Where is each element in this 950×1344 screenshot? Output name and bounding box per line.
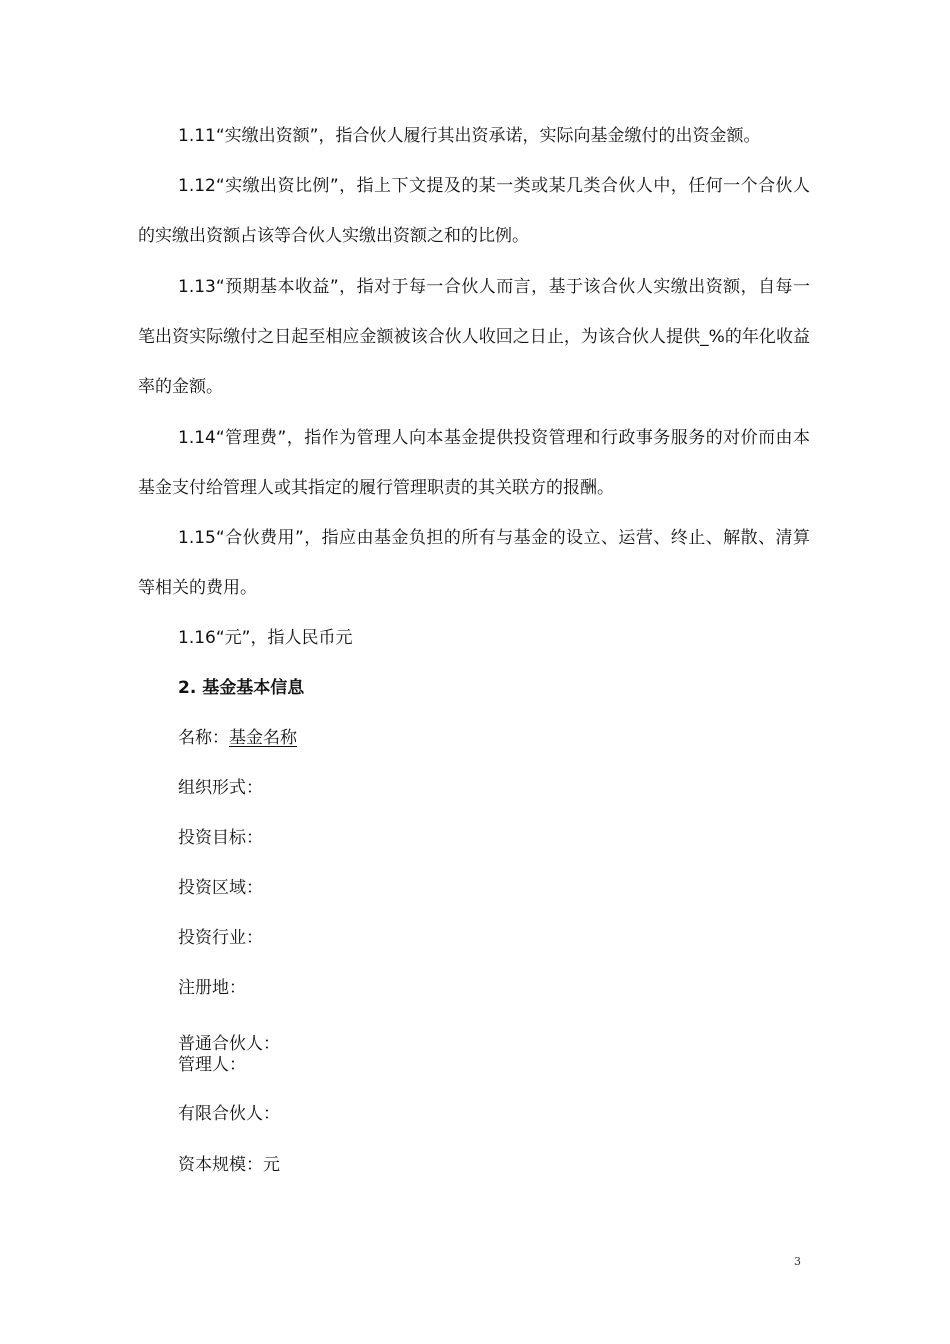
fund-name-value: 基金名称 bbox=[229, 728, 297, 748]
definition-1-11: 1.11“实缴出资额”，指合伙人履行其出资承诺，实际向基金缴付的出资金额。 bbox=[178, 126, 761, 146]
section-heading: 2. 基金基本信息 bbox=[178, 678, 305, 698]
limited-partner-label: 有限合伙人： bbox=[178, 1104, 280, 1124]
definition-1-15: 1.15“合伙费用”，指应由基金负担的所有与基金的设立、运营、终止、解散、清算等相关的费用。 bbox=[138, 528, 810, 598]
invest-region-label: 投资区域： bbox=[178, 878, 263, 898]
general-partner-label: 普通合伙人： bbox=[178, 1034, 280, 1054]
definition-1-13: 1.13“预期基本收益”，指对于每一合伙人而言，基于该合伙人实缴出资额，自每一笔出资实际缴付之日起至相应金额被该合伙人收回之日止，为该合伙人提供_%的年化收益率的金额。 bbox=[138, 277, 810, 397]
definition-1-16: 1.16“元”，指人民币元 bbox=[178, 628, 353, 648]
fund-name-line bbox=[178, 726, 297, 750]
capital-scale-label: 资本规模：元 bbox=[178, 1155, 280, 1175]
registered-place-label: 注册地： bbox=[178, 978, 246, 998]
invest-industry-label: 投资行业： bbox=[178, 928, 263, 948]
definition-1-14: 1.14“管理费”，指作为管理人向本基金提供投资管理和行政事务服务的对价而由本基金支付给管理人或其指定的履行管理职责的其关联方的报酬。 bbox=[138, 428, 810, 498]
org-form-label: 组织形式： bbox=[178, 778, 263, 798]
page-number: 3 bbox=[794, 1255, 801, 1268]
definition-1-12: 1.12“实缴出资比例”，指上下文提及的某一类或某几类合伙人中，任何一个合伙人的实缴出资额占该等合伙人实缴出资额之和的比例。 bbox=[138, 176, 810, 246]
invest-target-label: 投资目标： bbox=[178, 828, 263, 848]
manager-label: 管理人： bbox=[178, 1055, 246, 1075]
fund-name-label: 名称： bbox=[178, 728, 229, 748]
